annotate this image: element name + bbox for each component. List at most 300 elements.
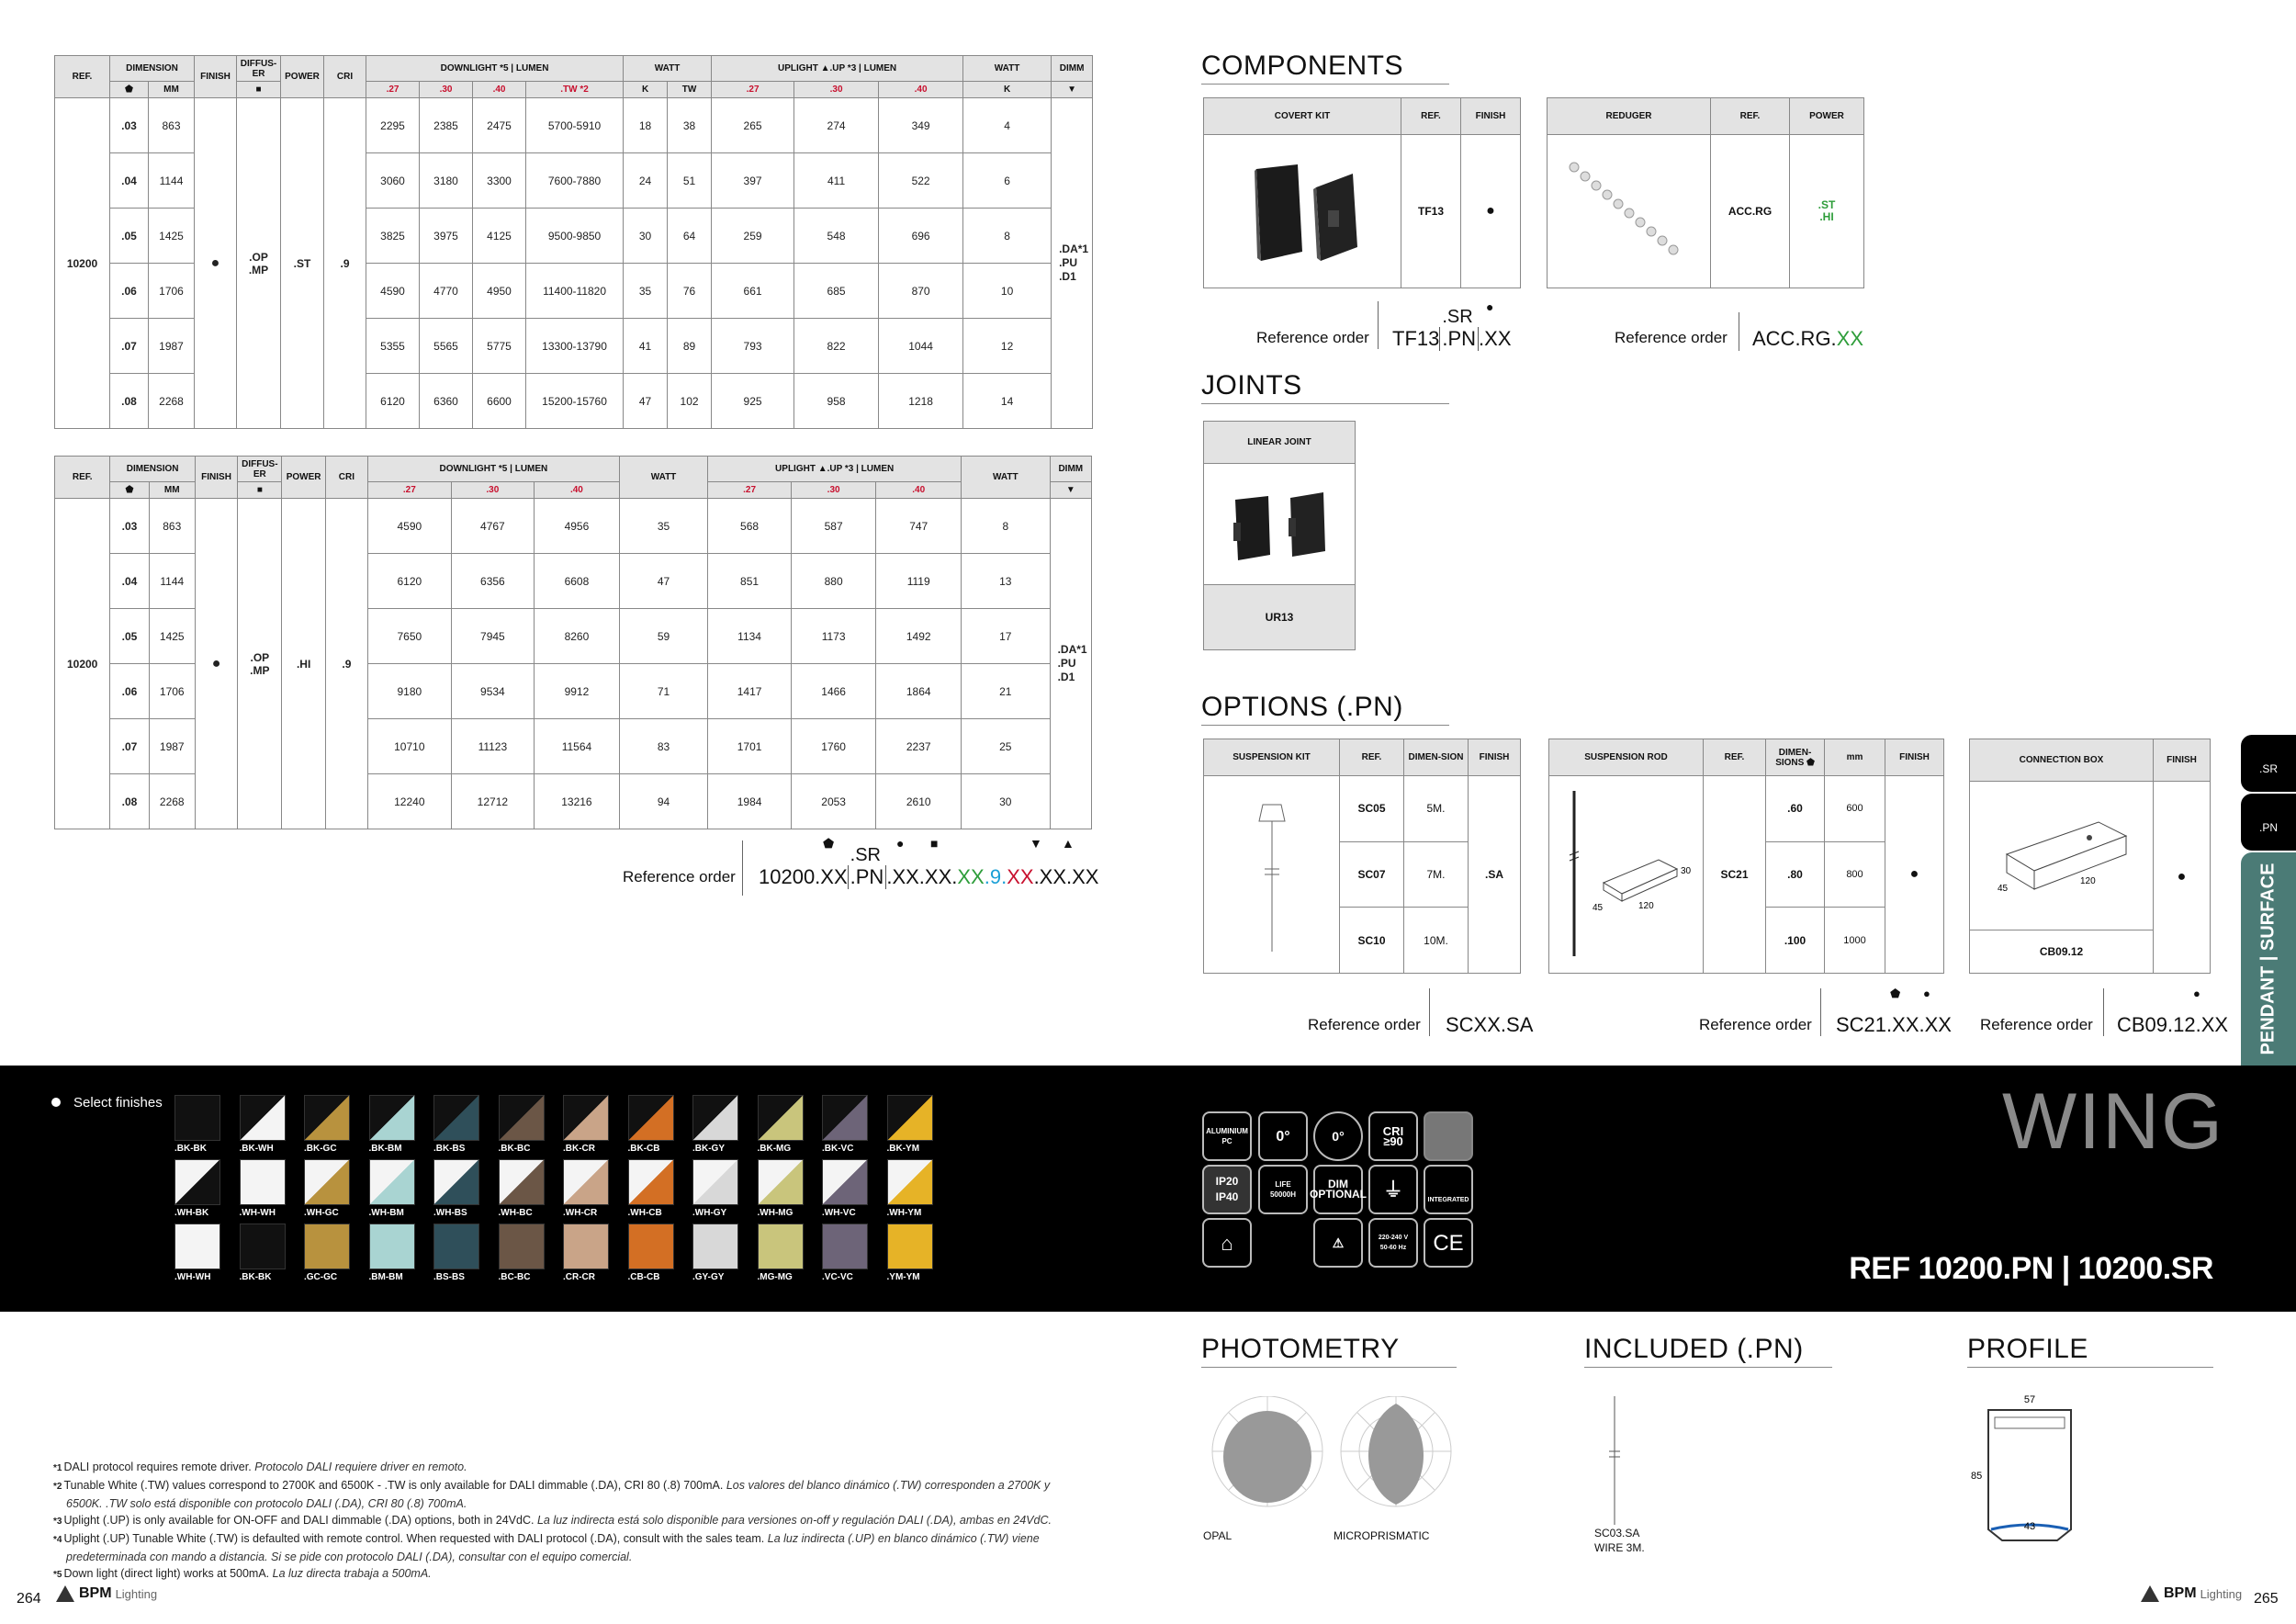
uplight-30-cell: 1760 (791, 719, 876, 774)
included-line1: SC03.SA (1594, 1527, 1640, 1539)
suspension-rod-table (1548, 739, 1944, 974)
reducer-ref-header: REF. (1711, 98, 1790, 135)
dimmable-label: DIM OPTIONAL (1310, 1178, 1367, 1201)
uplight-30-cell: 2053 (791, 774, 876, 829)
footnote-translation: La luz indirecta (.UP) en blanco dinámico (.TW) viene predeterminada con mando a distancia. Si se pide con protocolo DALI (.DA), consultar con el equipo comercial. (66, 1532, 1040, 1563)
rod-mm-2: 1000 (1825, 908, 1885, 974)
kit-ref-0: SC05 (1340, 776, 1404, 842)
tf-ref-pn: .PN (1442, 327, 1477, 350)
rod-marker-dot-icon: ● (1923, 987, 1930, 1000)
options-title: OPTIONS (.PN) (1201, 692, 1449, 726)
header-dimm: DIMM (1052, 56, 1093, 82)
acc-ref-base: ACC.RG. (1752, 327, 1837, 350)
ref-cell: 10200 (55, 98, 110, 429)
finish-swatch[interactable] (369, 1095, 415, 1141)
uplight-watt-cell: 8 (962, 499, 1051, 554)
footnote (53, 1459, 1082, 1477)
header-watt: WATT (624, 56, 712, 82)
finish-swatch[interactable] (822, 1095, 868, 1141)
uplight-30-cell: 822 (794, 319, 879, 374)
uplight-27-cell: 1701 (708, 719, 792, 774)
lumen-tw-cell: 11400-11820 (526, 264, 624, 319)
header-finish: FINISH (195, 457, 237, 499)
table-row (55, 98, 1093, 153)
brand-logo-right (2140, 1585, 2242, 1603)
lumen-30-cell: 6356 (451, 554, 535, 609)
brand-triangle-icon (2140, 1585, 2160, 1603)
cri-icon (1368, 1111, 1418, 1161)
tilt-angle-label: 0° (1276, 1128, 1290, 1145)
ref-part-sr: .SR (850, 845, 881, 865)
watt-tw-cell: 102 (668, 374, 712, 429)
uplight-40-cell: 349 (879, 98, 963, 153)
ce-mark-icon (1424, 1218, 1473, 1268)
lumen-tw-cell: 13300-13790 (526, 319, 624, 374)
header-up-40: .40 (876, 482, 962, 499)
header-power: POWER (282, 457, 325, 499)
finish-swatch-label: .WH-BM (368, 1208, 404, 1218)
finish-swatch[interactable] (563, 1095, 609, 1141)
finish-swatch[interactable] (499, 1224, 545, 1269)
dimension-cell: .06 (110, 264, 149, 319)
header-up-30: .30 (794, 82, 879, 98)
finish-swatch[interactable] (240, 1095, 286, 1141)
mm-cell: 1987 (149, 319, 195, 374)
finish-swatch[interactable] (887, 1095, 933, 1141)
lumen-40-cell: 2475 (473, 98, 526, 153)
mm-cell: 863 (149, 98, 195, 153)
lumen-40-cell: 6600 (473, 374, 526, 429)
uplight-27-cell: 1984 (708, 774, 792, 829)
rod-mm-1: 800 (1825, 841, 1885, 908)
lumen-40-cell: 6608 (535, 554, 620, 609)
dimension-cell: .03 (110, 499, 149, 554)
side-tab-pn[interactable] (2241, 794, 2296, 851)
uplight-30-cell: 1466 (791, 664, 876, 719)
header-mm: MM (149, 482, 195, 499)
watt-tw-cell: 76 (668, 264, 712, 319)
finish-swatch[interactable] (499, 1159, 545, 1205)
header-downlight: DOWNLIGHT *5 | LUMEN (368, 457, 620, 482)
uplight-watt-cell: 12 (963, 319, 1052, 374)
lumen-30-cell: 12712 (451, 774, 535, 829)
lumen-30-cell: 3180 (420, 153, 473, 209)
finish-swatch[interactable] (563, 1224, 609, 1269)
header-k: K (624, 82, 668, 98)
footnote-key: *2 (53, 1482, 62, 1492)
covert-finish: ● (1461, 135, 1521, 288)
header-27: .27 (368, 482, 452, 499)
lumen-30-cell: 6360 (420, 374, 473, 429)
lumen-30-cell: 4770 (420, 264, 473, 319)
uplight-watt-cell: 17 (962, 609, 1051, 664)
dimm-cell: .DA*1 .PU .D1 (1052, 98, 1093, 429)
rod-ref-code: SC21.XX.XX (1836, 1013, 1952, 1036)
brand-logo-left (55, 1585, 157, 1603)
finish-swatch[interactable] (499, 1095, 545, 1141)
finish-swatch[interactable] (433, 1159, 479, 1205)
spec-table-hi (54, 456, 1092, 829)
tf-ref-variant (1439, 307, 1479, 351)
footnote-translation: La luz directa trabaja a 500mA. (272, 1567, 432, 1580)
uplight-40-cell: 696 (879, 209, 963, 264)
covert-kit-header: COVERT KIT (1204, 98, 1401, 135)
ref-part-variant (848, 845, 887, 889)
header-uplight: UPLIGHT ▲.UP *3 | LUMEN (708, 457, 962, 482)
tf-marker-dot-icon: ● (1486, 299, 1494, 314)
lumen-tw-cell: 9500-9850 (526, 209, 624, 264)
divider (742, 840, 743, 896)
side-tab-sr-label: .SR (2258, 762, 2278, 775)
mm-cell: 863 (149, 499, 195, 554)
side-tab-sr[interactable] (2241, 735, 2296, 792)
ref-part-b: .XX.XX. (886, 865, 958, 888)
lumen-27-cell: 9180 (368, 664, 452, 719)
diffuser-cell: .OP .MP (237, 98, 281, 429)
finish-swatch[interactable] (304, 1224, 350, 1269)
box-finish-header: FINISH (2154, 739, 2211, 782)
finish-swatch[interactable] (758, 1159, 804, 1205)
header-down-arrow-icon: ▼ (1052, 82, 1093, 98)
finish-swatch[interactable] (628, 1159, 674, 1205)
footnote-key: *5 (53, 1570, 62, 1580)
lumen-27-cell: 4590 (366, 264, 420, 319)
covert-kit-image (1204, 135, 1401, 288)
header-up-27: .27 (708, 482, 792, 499)
mm-cell: 1144 (149, 153, 195, 209)
lumen-30-cell: 9534 (451, 664, 535, 719)
rod-mm-0: 600 (1825, 776, 1885, 842)
watt-cell: 71 (619, 664, 708, 719)
mm-cell: 1144 (149, 554, 195, 609)
tilt-angle-icon (1258, 1111, 1308, 1161)
diffuser-cell: .OP .MP (238, 499, 282, 829)
finish-swatch[interactable] (692, 1159, 738, 1205)
lumen-27-cell: 5355 (366, 319, 420, 374)
uplight-27-cell: 1134 (708, 609, 792, 664)
profile-width-label: 57 (2023, 1394, 2036, 1405)
lumen-tw-cell: 5700-5910 (526, 98, 624, 153)
kit-dim-1: 7M. (1404, 841, 1469, 908)
product-name: WING (2002, 1077, 2225, 1166)
header-cri: CRI (324, 56, 366, 98)
lumen-30-cell: 5565 (420, 319, 473, 374)
mm-cell: 1706 (149, 264, 195, 319)
finish-swatch[interactable] (758, 1095, 804, 1141)
kit-dim-header: DIMEN-SION (1404, 739, 1469, 776)
reducer-header: REDUGER (1548, 98, 1711, 135)
box-marker-dot-icon: ● (2193, 987, 2200, 1000)
rod-dim-2: .100 (1766, 908, 1825, 974)
finish-swatch[interactable] (563, 1159, 609, 1205)
brand-suffix: Lighting (2200, 1586, 2243, 1601)
ref-marker-square-icon: ■ (930, 836, 939, 851)
finish-swatch[interactable] (240, 1224, 286, 1269)
finish-swatch[interactable] (174, 1224, 220, 1269)
finish-swatch[interactable] (822, 1159, 868, 1205)
lumen-40-cell: 4956 (535, 499, 620, 554)
lumen-40-cell: 13216 (535, 774, 620, 829)
box-ref-code: CB09.12.XX (2117, 1013, 2229, 1036)
divider (1820, 988, 1821, 1036)
header-tw: .TW *2 (526, 82, 624, 98)
lumen-40-cell: 4950 (473, 264, 526, 319)
power-cell: .ST (281, 98, 324, 429)
header-watt-up: WATT (963, 56, 1052, 82)
rod-mm-header: mm (1825, 739, 1885, 776)
mm-cell: 2268 (149, 374, 195, 429)
header-diffuser: DIFFUS-ER (238, 457, 282, 482)
header-ref: REF. (55, 56, 110, 98)
tf-ref-order-label: Reference order (1256, 329, 1369, 346)
header-uplight: UPLIGHT ▲.UP *3 | LUMEN (712, 56, 963, 82)
watt-cell: 94 (619, 774, 708, 829)
photometry-title: PHOTOMETRY (1201, 1334, 1457, 1368)
finish-swatch-label: .BK-BC (498, 1144, 531, 1154)
rotation-angle-icon (1313, 1111, 1363, 1161)
ref-marker-up-icon: ▲ (1062, 836, 1075, 851)
ref-part-e: XX (1007, 865, 1034, 888)
finish-swatch-label: .WH-GC (304, 1208, 339, 1218)
uplight-27-cell: 925 (712, 374, 794, 429)
reducer-table (1547, 97, 1864, 288)
cri-cell: .9 (325, 499, 367, 829)
header-30: .30 (451, 482, 535, 499)
finishes-title: Select finishes (73, 1095, 163, 1111)
dimension-cell: .04 (110, 554, 149, 609)
watt-cell: 47 (619, 554, 708, 609)
lumen-40-cell: 3300 (473, 153, 526, 209)
suspension-kit-header: SUSPENSION KIT (1204, 739, 1340, 776)
uplight-30-cell: 1173 (791, 609, 876, 664)
main-ref-order-label: Reference order (623, 868, 736, 885)
footnote (53, 1565, 1082, 1584)
profile-title: PROFILE (1967, 1334, 2213, 1368)
suspension-kit-image (1204, 776, 1340, 974)
uplight-30-cell: 411 (794, 153, 879, 209)
voltage-label: 220-240 V 50-60 Hz (1378, 1235, 1409, 1251)
dimm-cell: .DA*1 .PU .D1 (1050, 499, 1091, 829)
linear-joint-header: LINEAR JOINT (1204, 422, 1356, 464)
brand-suffix: Lighting (115, 1586, 158, 1601)
brand-triangle-icon (55, 1585, 75, 1603)
footnote-text: Down light (direct light) works at 500mA. (63, 1567, 273, 1580)
ref-part-d: .9. (984, 865, 1007, 888)
header-dimm: DIMM (1050, 457, 1091, 482)
finish-swatch[interactable] (369, 1224, 415, 1269)
header-down-arrow-icon: ▼ (1050, 482, 1091, 499)
indoor-house-icon: ⌂ (1202, 1218, 1252, 1268)
power-cell: .HI (282, 499, 325, 829)
finish-swatch-label: .BK-BM (368, 1144, 402, 1154)
mm-cell: 2268 (149, 774, 195, 829)
finish-swatch-label: .WH-WH (239, 1208, 276, 1218)
footnote-text: Uplight (.UP) Tunable White (.TW) is defaulted with remote control. When requested with DALI protocol (.DA), consult with the sales team. (63, 1532, 768, 1545)
finish-swatch[interactable] (822, 1224, 868, 1269)
photometry-micro-label: MICROPRISMATIC (1334, 1529, 1430, 1542)
lumen-30-cell: 3975 (420, 209, 473, 264)
header-finish: FINISH (195, 56, 237, 98)
dimension-cell: .05 (110, 609, 149, 664)
finish-swatch-label: .CR-CR (563, 1272, 595, 1282)
footnotes (53, 1459, 1082, 1584)
finish-swatch-label: .WH-BS (433, 1208, 467, 1218)
ref-part-base: 10200.XX (759, 865, 848, 888)
finish-swatch-label: .BK-BK (174, 1144, 207, 1154)
finish-swatch-label: .BC-BC (498, 1272, 531, 1282)
finish-swatch[interactable] (304, 1159, 350, 1205)
rod-marker-pentagon-icon: ⬟ (1890, 987, 1901, 1000)
finish-swatch[interactable] (433, 1095, 479, 1141)
finish-swatch[interactable] (887, 1159, 933, 1205)
uplight-40-cell: 747 (876, 499, 962, 554)
lumen-40-cell: 4125 (473, 209, 526, 264)
spec-table-st (54, 55, 1093, 429)
lumen-27-cell: 6120 (368, 554, 452, 609)
finish-swatch[interactable] (628, 1224, 674, 1269)
finish-swatch[interactable] (692, 1224, 738, 1269)
rod-ref-order-label: Reference order (1699, 1016, 1812, 1033)
header-dimension: DIMENSION (110, 457, 196, 482)
finish-swatch-label: .BK-WH (239, 1144, 274, 1154)
photometry-micro-diagram (1332, 1396, 1460, 1520)
uplight-27-cell: 568 (708, 499, 792, 554)
ip40-label: IP40 (1215, 1190, 1239, 1203)
lumen-tw-cell: 15200-15760 (526, 374, 624, 429)
uplight-27-cell: 793 (712, 319, 794, 374)
finish-swatch[interactable] (887, 1224, 933, 1269)
mm-cell: 1706 (149, 664, 195, 719)
finish-swatch-label: .BK-VC (822, 1144, 854, 1154)
header-dimension: DIMENSION (110, 56, 195, 82)
lumen-40-cell: 11564 (535, 719, 620, 774)
dimension-cell: .06 (110, 664, 149, 719)
finish-swatch[interactable] (692, 1095, 738, 1141)
connection-box-header: CONNECTION BOX (1970, 739, 2154, 782)
header-up-40: .40 (879, 82, 963, 98)
life-hours-icon (1258, 1165, 1308, 1214)
watt-k-cell: 47 (624, 374, 668, 429)
uplight-30-cell: 548 (794, 209, 879, 264)
header-40: .40 (473, 82, 526, 98)
uplight-watt-cell: 13 (962, 554, 1051, 609)
dimension-cell: .03 (110, 98, 149, 153)
suspension-rod-image (1549, 776, 1704, 974)
footnote-key: *4 (53, 1535, 62, 1545)
footnote-translation: La luz indirecta está solo disponible para versiones on-off y regulación DALI (.DA), ambas en 24VdC. (536, 1514, 1052, 1527)
acc-ref-code (1752, 327, 1863, 351)
rod-length-label: 120 (1638, 900, 1654, 911)
finish-swatch[interactable] (369, 1159, 415, 1205)
header-watt: WATT (619, 457, 708, 499)
uplight-40-cell: 2237 (876, 719, 962, 774)
sc-ref-code: SCXX.SA (1446, 1013, 1534, 1036)
photometry-opal-diagram (1203, 1396, 1332, 1520)
header-downlight: DOWNLIGHT *5 | LUMEN (366, 56, 624, 82)
finish-swatch-label: .BK-MG (757, 1144, 792, 1154)
lumen-30-cell: 2385 (420, 98, 473, 153)
ip-rating-icon (1202, 1165, 1252, 1214)
finish-swatch[interactable] (628, 1095, 674, 1141)
side-tab-category-label: PENDANT | SURFACE (2257, 863, 2279, 1055)
finish-swatch[interactable] (304, 1095, 350, 1141)
dimmable-icon (1310, 1165, 1367, 1214)
uplight-watt-cell: 6 (963, 153, 1052, 209)
finish-swatch-label: .WH-WH (174, 1272, 211, 1282)
rod-finish: ● (1885, 776, 1944, 974)
profile-base-label: 43 (2023, 1521, 2036, 1532)
ref-marker-down-icon: ▼ (1030, 836, 1042, 851)
ref-part-c: XX (957, 865, 985, 888)
header-square-icon: ■ (238, 482, 282, 499)
lumen-40-cell: 8260 (535, 609, 620, 664)
suspension-kit-table (1203, 739, 1521, 974)
uplight-27-cell: 265 (712, 98, 794, 153)
divider (1378, 301, 1379, 349)
header-ref: REF. (55, 457, 110, 499)
lumen-40-cell: 9912 (535, 664, 620, 719)
lumen-30-cell: 11123 (451, 719, 535, 774)
divider (1429, 988, 1430, 1036)
finish-swatch[interactable] (174, 1095, 220, 1141)
header-27: .27 (366, 82, 420, 98)
ref-part-pn: .PN (850, 865, 884, 888)
class-icon: ⚠ (1313, 1218, 1363, 1268)
joints-title: JOINTS (1201, 370, 1449, 404)
rod-ref: SC21 (1704, 776, 1766, 974)
footnote-translation: Protocolo DALI requiere driver en remoto. (254, 1460, 467, 1473)
lumen-27-cell: 3825 (366, 209, 420, 264)
ref-part-f: .XX.XX (1033, 865, 1099, 888)
finish-swatch-label: .WH-MG (757, 1208, 793, 1218)
finish-swatch-label: .VC-VC (822, 1272, 853, 1282)
lumen-27-cell: 10710 (368, 719, 452, 774)
uplight-27-cell: 397 (712, 153, 794, 209)
header-mm: MM (149, 82, 195, 98)
finish-swatch-label: .CB-CB (627, 1272, 660, 1282)
dimension-cell: .07 (110, 719, 149, 774)
main-ref-code (759, 845, 1099, 889)
finish-swatch-label: .BM-BM (368, 1272, 403, 1282)
finish-cell: ● (195, 98, 237, 429)
watt-tw-cell: 38 (668, 98, 712, 153)
voltage-icon (1368, 1218, 1418, 1268)
lumen-27-cell: 2295 (366, 98, 420, 153)
finish-cell: ● (195, 499, 237, 829)
lumen-27-cell: 7650 (368, 609, 452, 664)
footnote-key: *3 (53, 1517, 62, 1527)
side-tab-pn-label: .PN (2258, 821, 2278, 834)
finish-swatch[interactable] (240, 1159, 286, 1205)
footnote (53, 1530, 1082, 1565)
table-row (55, 499, 1092, 554)
watt-k-cell: 41 (624, 319, 668, 374)
covert-ref: TF13 (1401, 135, 1461, 288)
finish-swatch[interactable] (433, 1224, 479, 1269)
header-pentagon-icon: ⬟ (110, 482, 149, 499)
mm-cell: 1425 (149, 209, 195, 264)
finish-swatch-label: .BK-BK (239, 1272, 272, 1282)
finish-swatch[interactable] (174, 1159, 220, 1205)
header-up-30: .30 (791, 482, 876, 499)
box-finish: ● (2154, 782, 2211, 974)
included-title: INCLUDED (.PN) (1584, 1334, 1832, 1368)
components-title: COMPONENTS (1201, 51, 1449, 85)
finish-swatch[interactable] (758, 1224, 804, 1269)
watt-k-cell: 18 (624, 98, 668, 153)
finish-swatch-label: .YM-YM (886, 1272, 920, 1282)
watt-cell: 35 (619, 499, 708, 554)
